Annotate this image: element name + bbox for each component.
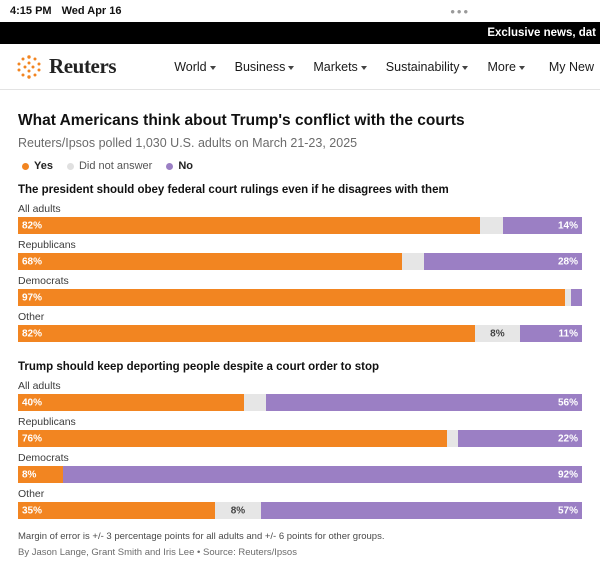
bar-segment-did-not-answer (480, 217, 503, 234)
status-date: Wed Apr 16 (61, 5, 122, 17)
chart-credit: By Jason Lange, Grant Smith and Iris Lee • Source: Reuters/Ipsos (18, 547, 297, 558)
bar-group-other (18, 311, 582, 342)
stacked-bar (18, 394, 582, 411)
promo-banner-text: Exclusive news, dat (487, 27, 596, 39)
stacked-bar (18, 217, 582, 234)
bar-group-label: All adults (18, 380, 61, 392)
nav-item-business-label: Business (234, 59, 286, 74)
bar-segment-did-not-answer (475, 325, 520, 342)
nav-item-world[interactable] (174, 60, 215, 74)
bar-value-did-not-answer: 8% (490, 328, 505, 339)
section-divider (18, 347, 582, 361)
chevron-down-icon (288, 66, 294, 70)
bar-group-label: Republicans (18, 239, 76, 251)
chart-footnote: Margin of error is +/- 3 percentage points for all adults and +/- 6 points for other groups. (18, 531, 385, 542)
bar-value-no: 14% (557, 220, 578, 231)
nav-item-markets-label: Markets (313, 59, 358, 74)
bar-segment-no (571, 289, 582, 306)
nav-item-markets[interactable] (313, 60, 366, 74)
bar-value-no: 11% (558, 328, 578, 339)
bar-group-label: Democrats (18, 275, 69, 287)
bar-value-yes: 68% (22, 256, 43, 267)
bar-group-label: All adults (18, 203, 61, 215)
status-bar (0, 0, 600, 22)
bar-value-did-not-answer: 8% (230, 505, 246, 516)
bar-value-yes: 97% (22, 292, 43, 303)
bar-value-no: 28% (557, 256, 578, 267)
chevron-down-icon (210, 66, 216, 70)
chevron-down-icon (519, 66, 525, 70)
nav-item-business[interactable] (235, 60, 295, 74)
chevron-down-icon (361, 66, 367, 70)
stacked-bar (18, 253, 582, 270)
bar-group-label: Other (18, 488, 45, 500)
legend-swatch-yes (22, 163, 29, 170)
bar-value-yes: 8% (22, 469, 37, 480)
bar-value-yes: 76% (22, 433, 43, 444)
bar-group-label: Other (18, 311, 45, 323)
bar-segment-did-not-answer (447, 430, 458, 447)
bar-segment-yes (18, 394, 244, 411)
bar-segment-yes (18, 289, 565, 306)
bar-group-democrats (18, 275, 582, 306)
stacked-bar (18, 430, 582, 447)
stacked-bar (18, 325, 582, 342)
bar-segment-no (63, 466, 582, 483)
legend-swatch-did-not-answer (67, 163, 74, 170)
bar-segment-did-not-answer (244, 394, 267, 411)
stacked-bar (18, 502, 582, 519)
bar-value-no: 56% (557, 397, 578, 408)
chevron-down-icon (462, 66, 468, 70)
bar-group-label: Democrats (18, 452, 69, 464)
nav-item-sustainability-label: Sustainability (385, 59, 460, 74)
bar-group-republicans (18, 239, 582, 270)
bar-value-yes: 82% (22, 328, 43, 339)
more-options-icon[interactable]: ••• (450, 3, 470, 19)
bar-segment-yes (18, 430, 447, 447)
bar-segment-did-not-answer (215, 502, 260, 519)
bar-group-all-adults (18, 380, 582, 411)
bar-segment-no (424, 253, 582, 270)
bar-group-republicans (18, 416, 582, 447)
bar-segment-no (503, 217, 582, 234)
nav-item-more-label: More (487, 59, 516, 74)
bar-value-no: 57% (557, 505, 578, 516)
bar-segment-yes (18, 217, 480, 234)
bar-value-no: 92% (557, 469, 578, 480)
legend-item-no (166, 160, 193, 172)
nav-item-more[interactable] (487, 60, 524, 74)
bar-segment-yes (18, 325, 475, 342)
stacked-bar (18, 289, 582, 306)
bar-value-no: 22% (557, 433, 578, 444)
bar-value-yes: 82% (22, 220, 43, 231)
bar-segment-no (458, 430, 582, 447)
bar-segment-no (520, 325, 582, 342)
bar-group-label: Republicans (18, 416, 76, 428)
nav-item-my-news[interactable]: My New (548, 59, 594, 74)
status-time: 4:15 PM (10, 5, 52, 17)
legend-swatch-no (166, 163, 173, 170)
bar-segment-yes (18, 502, 215, 519)
nav-links (174, 60, 525, 74)
legend-item-did-not-answer (67, 160, 152, 172)
stacked-bar (18, 466, 582, 483)
bar-segment-yes (18, 253, 402, 270)
chart-card (0, 90, 600, 558)
legend-label-did-not-answer: Did not answer (78, 160, 153, 172)
bar-segment-no (261, 502, 582, 519)
bar-segment-yes (18, 466, 63, 483)
chart-section-obey-rulings (18, 184, 582, 342)
bar-group-other (18, 488, 582, 519)
bar-group-democrats (18, 452, 582, 483)
reuters-logo[interactable] (16, 54, 116, 80)
bar-group-all-adults (18, 203, 582, 234)
site-navigation (0, 44, 600, 90)
section-heading: The president should obey federal court rulings even if he disagrees with them (18, 184, 449, 196)
nav-item-world-label: World (174, 59, 207, 74)
section-heading: Trump should keep deporting people despite a court order to stop (18, 361, 380, 373)
promo-banner[interactable] (0, 22, 600, 44)
legend-item-yes (22, 160, 53, 172)
bar-segment-no (266, 394, 582, 411)
legend-label-no: No (178, 160, 194, 172)
bar-value-yes: 40% (22, 397, 43, 408)
nav-item-sustainability[interactable] (386, 60, 469, 74)
reuters-dots-logo-icon (16, 54, 42, 80)
reuters-wordmark: Reuters (49, 54, 117, 78)
chart-legend (22, 160, 582, 172)
chart-section-deportations (18, 361, 582, 519)
legend-label-yes: Yes (34, 160, 53, 172)
bar-value-yes: 35% (22, 505, 43, 516)
bar-segment-did-not-answer (402, 253, 425, 270)
chart-subtitle: Reuters/Ipsos polled 1,030 U.S. adults on March 21-23, 2025 (18, 136, 358, 150)
chart-title: What Americans think about Trump's conflict with the courts (18, 112, 465, 129)
